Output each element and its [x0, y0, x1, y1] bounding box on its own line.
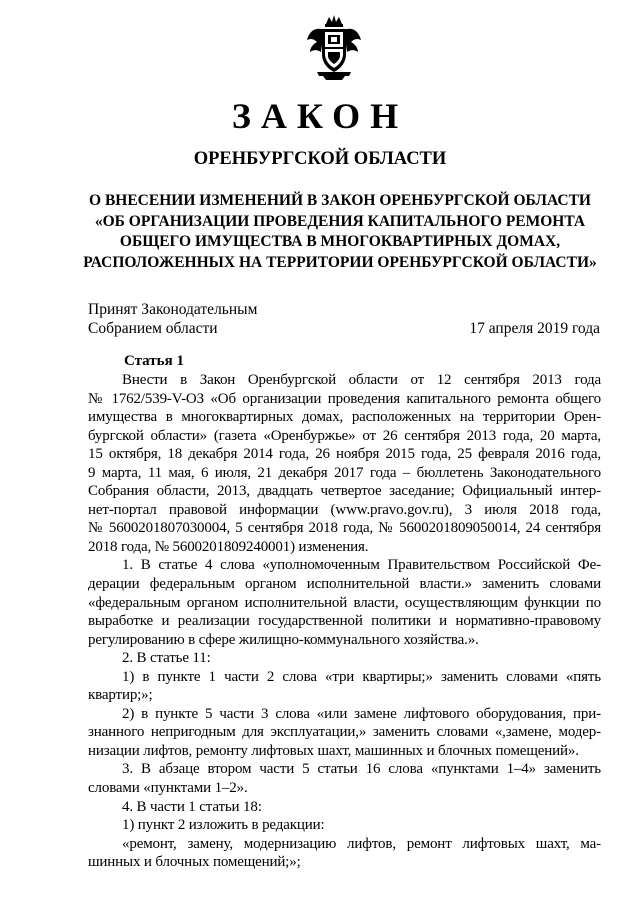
article-title: Статья 1: [124, 353, 184, 369]
body-line: Внести в Закон Оренбургской области от 12 сентября 2013 года: [122, 372, 601, 388]
law-subject: [80, 191, 600, 273]
body-line: дерации федеральным органом исполнительной власти.» заменить словами: [88, 576, 601, 593]
body-line: Собрания области, 2013, двадцать четвертое заседание; Официальный интер-: [88, 483, 601, 500]
body-line: «федеральным органом исполнительной власти, осуществляющим функции по: [88, 594, 601, 611]
body-line: низации лифтов, ремонту лифтовых шахт, машинных и блочных помещений».: [88, 742, 579, 759]
body-line: 2018 года, № 5600201809240001) изменения.: [88, 538, 369, 555]
adoption-date: 17 апреля 2019 года: [469, 320, 600, 337]
subject-line: «ОБ ОРГАНИЗАЦИИ ПРОВЕДЕНИЯ КАПИТАЛЬНОГО РЕМОНТА: [94, 212, 586, 230]
body-line: № 1762/539-V-ОЗ «Об организации проведения капитального ремонта общего: [88, 390, 601, 407]
body-line: 1. В статье 4 слова «уполномоченным Правительством Российской Фе-: [122, 557, 601, 574]
adoption-block: [88, 300, 600, 338]
body-line: нет-портал правовой информации (www.pravo.gov.ru), 3 июля 2018 года,: [88, 501, 601, 518]
adopted-by-line2: Собранием области: [88, 320, 218, 337]
region-name: ОРЕНБУРГСКОЙ ОБЛАСТИ: [193, 149, 447, 169]
body-line: 1) пункт 2 изложить в редакции:: [122, 817, 325, 834]
law-title: ЗАКОН: [231, 96, 409, 136]
adopted-by-line1: Принят Законодательным: [88, 301, 258, 318]
body-line: 15 октября, 18 декабря 2014 года, 26 ноября 2015 года, 25 февраля 2016 года,: [88, 446, 601, 463]
body-line: «ремонт, замену, модернизацию лифтов, ремонт лифтовых шахт, ма-: [122, 835, 601, 852]
body-line: 3. В абзаце втором части 5 статьи 16 слова «пунктами 1–4» заменить: [122, 761, 601, 778]
body-line: выработке и реализации государственной политики и нормативно-правовому: [88, 613, 601, 630]
body-line: шинных и блочных помещений;»;: [88, 854, 301, 871]
body-line: 4. В части 1 статьи 18:: [122, 798, 262, 815]
subject-line: О ВНЕСЕНИИ ИЗМЕНЕНИЙ В ЗАКОН ОРЕНБУРГСКОЙ ОБЛАСТИ: [89, 192, 591, 209]
adopted-row: [88, 319, 600, 338]
body-line: регулированию в сфере жилищно-коммунального хозяйства.».: [88, 631, 479, 648]
body-line: имущества в многоквартирных домах, расположенных на территории Орен-: [88, 409, 601, 426]
orenburg-coat-of-arms-icon: [305, 14, 363, 80]
body-line: 2. В статье 11:: [122, 650, 211, 667]
body-line: бургской области» (газета «Оренбуржье» от 26 сентября 2013 года, 20 марта,: [88, 427, 601, 444]
body-line: словами «пунктами 1–2».: [88, 780, 248, 797]
body-line: 2) в пункте 5 части 3 слова «или замене лифтового оборудования, при-: [122, 705, 601, 722]
subject-line: РАСПОЛОЖЕННЫХ НА ТЕРРИТОРИИ ОРЕНБУРГСКОЙ ОБЛАСТИ»: [83, 253, 597, 271]
body-line: 1) в пункте 1 части 2 слова «три квартиры;» заменить словами «пять: [122, 668, 601, 685]
body-line: знанного непригодным для эксплуатации,» заменить словами «,замене, модер-: [88, 724, 601, 741]
body-line: 9 марта, 11 мая, 6 июля, 21 декабря 2017 года – бюллетень Законодательного: [88, 464, 601, 481]
body-line: № 5600201807030004, 5 сентября 2018 года, № 5600201809050014, 24 сентября: [88, 520, 601, 537]
body-line: квартир;»;: [88, 687, 153, 704]
subject-line: ОБЩЕГО ИМУЩЕСТВА В МНОГОКВАРТИРНЫХ ДОМАХ,: [119, 233, 561, 250]
article-body: [88, 371, 601, 872]
